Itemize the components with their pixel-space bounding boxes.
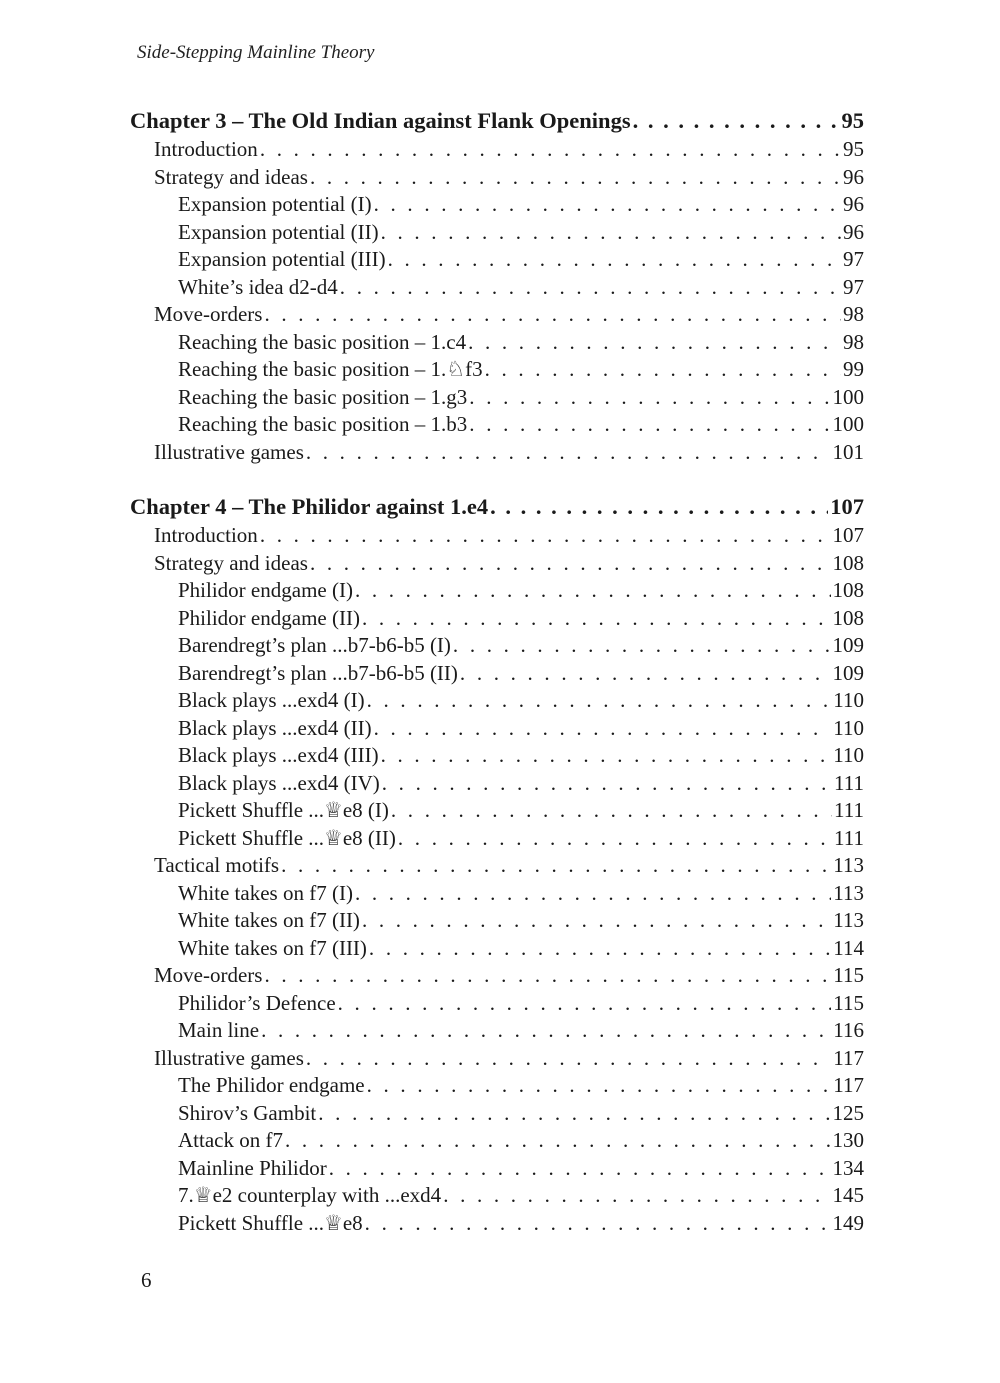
dot-leader bbox=[310, 551, 831, 576]
toc-page-number: 134 bbox=[832, 1155, 864, 1180]
toc-page-number: 116 bbox=[833, 1018, 864, 1042]
toc-page-number: 100 bbox=[832, 412, 864, 436]
dot-leader bbox=[261, 1018, 831, 1043]
toc-page-number: 97 bbox=[843, 247, 864, 271]
toc-entry-title: Black plays ...exd4 (IV) bbox=[178, 770, 380, 795]
toc-section-entry[interactable] bbox=[130, 523, 864, 551]
dot-leader bbox=[362, 606, 831, 631]
toc-subsection-entry[interactable] bbox=[130, 275, 864, 303]
toc-page-number: 117 bbox=[833, 1073, 864, 1097]
toc-entry-title: Philidor endgame (I) bbox=[178, 578, 353, 602]
toc-subsection-entry[interactable] bbox=[130, 991, 864, 1019]
toc-entry-title: Attack on f7 bbox=[178, 1128, 283, 1152]
running-head: Side-Stepping Mainline Theory bbox=[137, 42, 375, 63]
toc-entry-title: Chapter 3 – The Old Indian against Flank Openings bbox=[130, 108, 631, 133]
toc-entry-title: Black plays ...exd4 (III) bbox=[178, 743, 379, 767]
toc-page-number: 107 bbox=[830, 494, 864, 519]
toc-page-number: 100 bbox=[832, 384, 864, 409]
toc-subsection-entry[interactable] bbox=[130, 1018, 864, 1046]
dot-leader bbox=[453, 633, 831, 658]
toc-entry-title: The Philidor endgame bbox=[178, 1073, 365, 1097]
dot-leader bbox=[398, 826, 832, 851]
toc-subsection-entry[interactable] bbox=[130, 1101, 864, 1129]
toc-section-entry[interactable] bbox=[130, 137, 864, 165]
toc-subsection-entry[interactable] bbox=[130, 192, 864, 220]
dot-leader bbox=[374, 716, 832, 741]
toc-subsection-entry[interactable] bbox=[130, 908, 864, 936]
dot-leader bbox=[355, 881, 831, 906]
toc-page-number: 111 bbox=[834, 770, 864, 795]
toc-entry-title: Tactical motifs bbox=[154, 853, 280, 877]
toc-page-number: 115 bbox=[833, 990, 864, 1015]
toc-entry-title: White’s idea d2-d4 bbox=[178, 274, 338, 299]
toc-entry-title: Pickett Shuffle ...♕e8 bbox=[178, 1210, 363, 1235]
toc-subsection-entry[interactable] bbox=[130, 578, 864, 606]
toc-entry-title: Illustrative games bbox=[154, 439, 304, 464]
toc-page-number: 149 bbox=[832, 1210, 864, 1235]
dot-leader bbox=[264, 963, 831, 988]
toc-entry-title: Black plays ...exd4 (I) bbox=[178, 688, 365, 712]
toc-entry-title: Introduction bbox=[154, 137, 258, 161]
toc-entry-title: Shirov’s Gambit bbox=[178, 1100, 317, 1125]
toc-subsection-entry[interactable] bbox=[130, 247, 864, 275]
toc-section-entry[interactable] bbox=[130, 853, 864, 881]
dot-leader bbox=[365, 1211, 831, 1236]
toc-chapter bbox=[130, 494, 864, 1238]
toc-subsection-entry[interactable] bbox=[130, 936, 864, 964]
toc-entry-title: Expansion potential (I) bbox=[178, 192, 372, 216]
dot-leader bbox=[460, 661, 831, 686]
toc-entry-title: Reaching the basic position – 1.g3 bbox=[178, 384, 468, 409]
dot-leader bbox=[338, 991, 832, 1016]
toc-page-number: 108 bbox=[832, 605, 864, 630]
toc-entry-title: Reaching the basic position – 1.c4 bbox=[178, 329, 467, 354]
toc-section-entry[interactable] bbox=[130, 963, 864, 991]
toc-entry-title: Move-orders bbox=[154, 302, 263, 326]
toc-page-number: 96 bbox=[843, 219, 864, 244]
toc-chapter-heading[interactable] bbox=[130, 108, 864, 137]
dot-leader bbox=[281, 853, 831, 878]
toc-section-entry[interactable] bbox=[130, 551, 864, 579]
toc-subsection-entry[interactable] bbox=[130, 771, 864, 799]
toc-page-number: 117 bbox=[833, 1045, 864, 1070]
dot-leader bbox=[340, 275, 841, 300]
toc-entry-title: Expansion potential (II) bbox=[178, 219, 379, 244]
toc-page-number: 114 bbox=[833, 935, 864, 960]
toc-page-number: 97 bbox=[843, 274, 864, 299]
toc-subsection-entry[interactable] bbox=[130, 1128, 864, 1156]
page-number: 6 bbox=[141, 1268, 152, 1292]
dot-leader bbox=[381, 743, 832, 768]
toc-subsection-entry[interactable] bbox=[130, 606, 864, 634]
toc-entry-title: Barendregt’s plan ...b7-b6-b5 (II) bbox=[178, 660, 458, 685]
toc-page-number: 108 bbox=[832, 550, 864, 575]
toc-chapter bbox=[130, 108, 864, 467]
dot-leader bbox=[388, 247, 841, 272]
toc-subsection-entry[interactable] bbox=[130, 385, 864, 413]
toc-page-number: 109 bbox=[832, 633, 864, 657]
toc-entry-title: Reaching the basic position – 1.b3 bbox=[178, 412, 468, 436]
toc-page-number: 115 bbox=[833, 963, 864, 987]
toc-page-number: 98 bbox=[843, 329, 864, 354]
dot-leader bbox=[306, 1046, 831, 1071]
toc-section-entry[interactable] bbox=[130, 440, 864, 468]
toc-entry-title: Reaching the basic position – 1.♘f3 bbox=[178, 357, 483, 381]
toc-subsection-entry[interactable] bbox=[130, 330, 864, 358]
toc-page-number: 113 bbox=[833, 880, 864, 905]
toc-entry-title: Strategy and ideas bbox=[154, 164, 308, 189]
dot-leader bbox=[306, 440, 831, 465]
dot-leader bbox=[369, 936, 831, 961]
dot-leader bbox=[260, 137, 841, 162]
toc-subsection-entry[interactable] bbox=[130, 220, 864, 248]
toc-subsection-entry[interactable] bbox=[130, 881, 864, 909]
toc-subsection-entry[interactable] bbox=[130, 1211, 864, 1239]
toc-entry-title: Expansion potential (III) bbox=[178, 247, 386, 271]
toc-subsection-entry[interactable] bbox=[130, 1073, 864, 1101]
toc-page-number: 110 bbox=[833, 688, 864, 712]
toc-section-entry[interactable] bbox=[130, 1046, 864, 1074]
toc-entry-title: Barendregt’s plan ...b7-b6-b5 (I) bbox=[178, 633, 451, 657]
toc-subsection-entry[interactable] bbox=[130, 1156, 864, 1184]
toc-subsection-entry[interactable] bbox=[130, 798, 864, 826]
toc-page-number: 95 bbox=[843, 137, 864, 161]
dot-leader bbox=[391, 798, 832, 823]
table-of-contents bbox=[130, 108, 864, 1238]
dot-leader bbox=[310, 165, 841, 190]
toc-subsection-entry[interactable] bbox=[130, 1183, 864, 1211]
dot-leader bbox=[318, 1101, 830, 1126]
toc-page-number: 113 bbox=[833, 908, 864, 932]
toc-page-number: 130 bbox=[832, 1128, 864, 1152]
toc-page-number: 110 bbox=[833, 715, 864, 740]
dot-leader bbox=[469, 412, 830, 437]
toc-subsection-entry[interactable] bbox=[130, 357, 864, 385]
toc-entry-title: Main line bbox=[178, 1018, 260, 1042]
toc-page-number: 145 bbox=[832, 1183, 864, 1207]
toc-entry-title: 7.♕e2 counterplay with ...exd4 bbox=[178, 1183, 442, 1207]
toc-page-number: 125 bbox=[832, 1100, 864, 1125]
toc-subsection-entry[interactable] bbox=[130, 743, 864, 771]
toc-page-number: 111 bbox=[834, 825, 864, 850]
toc-page-number: 111 bbox=[834, 798, 864, 822]
toc-page-number: 99 bbox=[843, 357, 864, 381]
toc-entry-title: Strategy and ideas bbox=[154, 550, 308, 575]
dot-leader bbox=[355, 578, 831, 603]
dot-leader bbox=[485, 357, 841, 382]
dot-leader bbox=[367, 688, 832, 713]
toc-page-number: 96 bbox=[843, 192, 864, 216]
toc-page-number: 109 bbox=[832, 660, 864, 685]
toc-chapter-heading[interactable] bbox=[130, 494, 864, 523]
toc-entry-title: Illustrative games bbox=[154, 1045, 304, 1070]
dot-leader bbox=[633, 108, 840, 134]
dot-leader bbox=[260, 523, 831, 548]
toc-page-number: 98 bbox=[843, 302, 864, 326]
toc-subsection-entry[interactable] bbox=[130, 412, 864, 440]
toc-page-number: 110 bbox=[833, 743, 864, 767]
toc-section-entry[interactable] bbox=[130, 302, 864, 330]
toc-subsection-entry[interactable] bbox=[130, 633, 864, 661]
toc-page-number: 108 bbox=[832, 578, 864, 602]
dot-leader bbox=[381, 220, 841, 245]
toc-entry-title: White takes on f7 (II) bbox=[178, 908, 360, 932]
toc-entry-title: Philidor’s Defence bbox=[178, 990, 336, 1015]
dot-leader bbox=[285, 1128, 831, 1153]
dot-leader bbox=[374, 192, 841, 217]
toc-section-entry[interactable] bbox=[130, 165, 864, 193]
toc-subsection-entry[interactable] bbox=[130, 688, 864, 716]
toc-subsection-entry[interactable] bbox=[130, 661, 864, 689]
toc-page-number: 101 bbox=[832, 439, 864, 464]
toc-entry-title: White takes on f7 (III) bbox=[178, 935, 367, 960]
toc-entry-title: Pickett Shuffle ...♕e8 (I) bbox=[178, 798, 389, 822]
dot-leader bbox=[443, 1183, 830, 1208]
toc-entry-title: Chapter 4 – The Philidor against 1.e4 bbox=[130, 494, 489, 519]
toc-entry-title: Introduction bbox=[154, 523, 258, 547]
toc-entry-title: Move-orders bbox=[154, 963, 263, 987]
dot-leader bbox=[468, 330, 841, 355]
toc-entry-title: Mainline Philidor bbox=[178, 1155, 327, 1180]
toc-subsection-entry[interactable] bbox=[130, 826, 864, 854]
dot-leader bbox=[382, 771, 832, 796]
dot-leader bbox=[329, 1156, 831, 1181]
toc-page-number: 95 bbox=[841, 108, 864, 133]
toc-subsection-entry[interactable] bbox=[130, 716, 864, 744]
dot-leader bbox=[264, 302, 841, 327]
toc-entry-title: Philidor endgame (II) bbox=[178, 605, 360, 630]
toc-entry-title: Pickett Shuffle ...♕e8 (II) bbox=[178, 825, 396, 850]
toc-page-number: 107 bbox=[832, 523, 864, 547]
toc-entry-title: Black plays ...exd4 (II) bbox=[178, 715, 372, 740]
dot-leader bbox=[367, 1073, 832, 1098]
dot-leader bbox=[362, 908, 831, 933]
dot-leader bbox=[469, 385, 830, 410]
dot-leader bbox=[490, 494, 828, 520]
toc-entry-title: White takes on f7 (I) bbox=[178, 880, 353, 905]
toc-page-number: 113 bbox=[833, 853, 864, 877]
toc-page-number: 96 bbox=[843, 164, 864, 189]
